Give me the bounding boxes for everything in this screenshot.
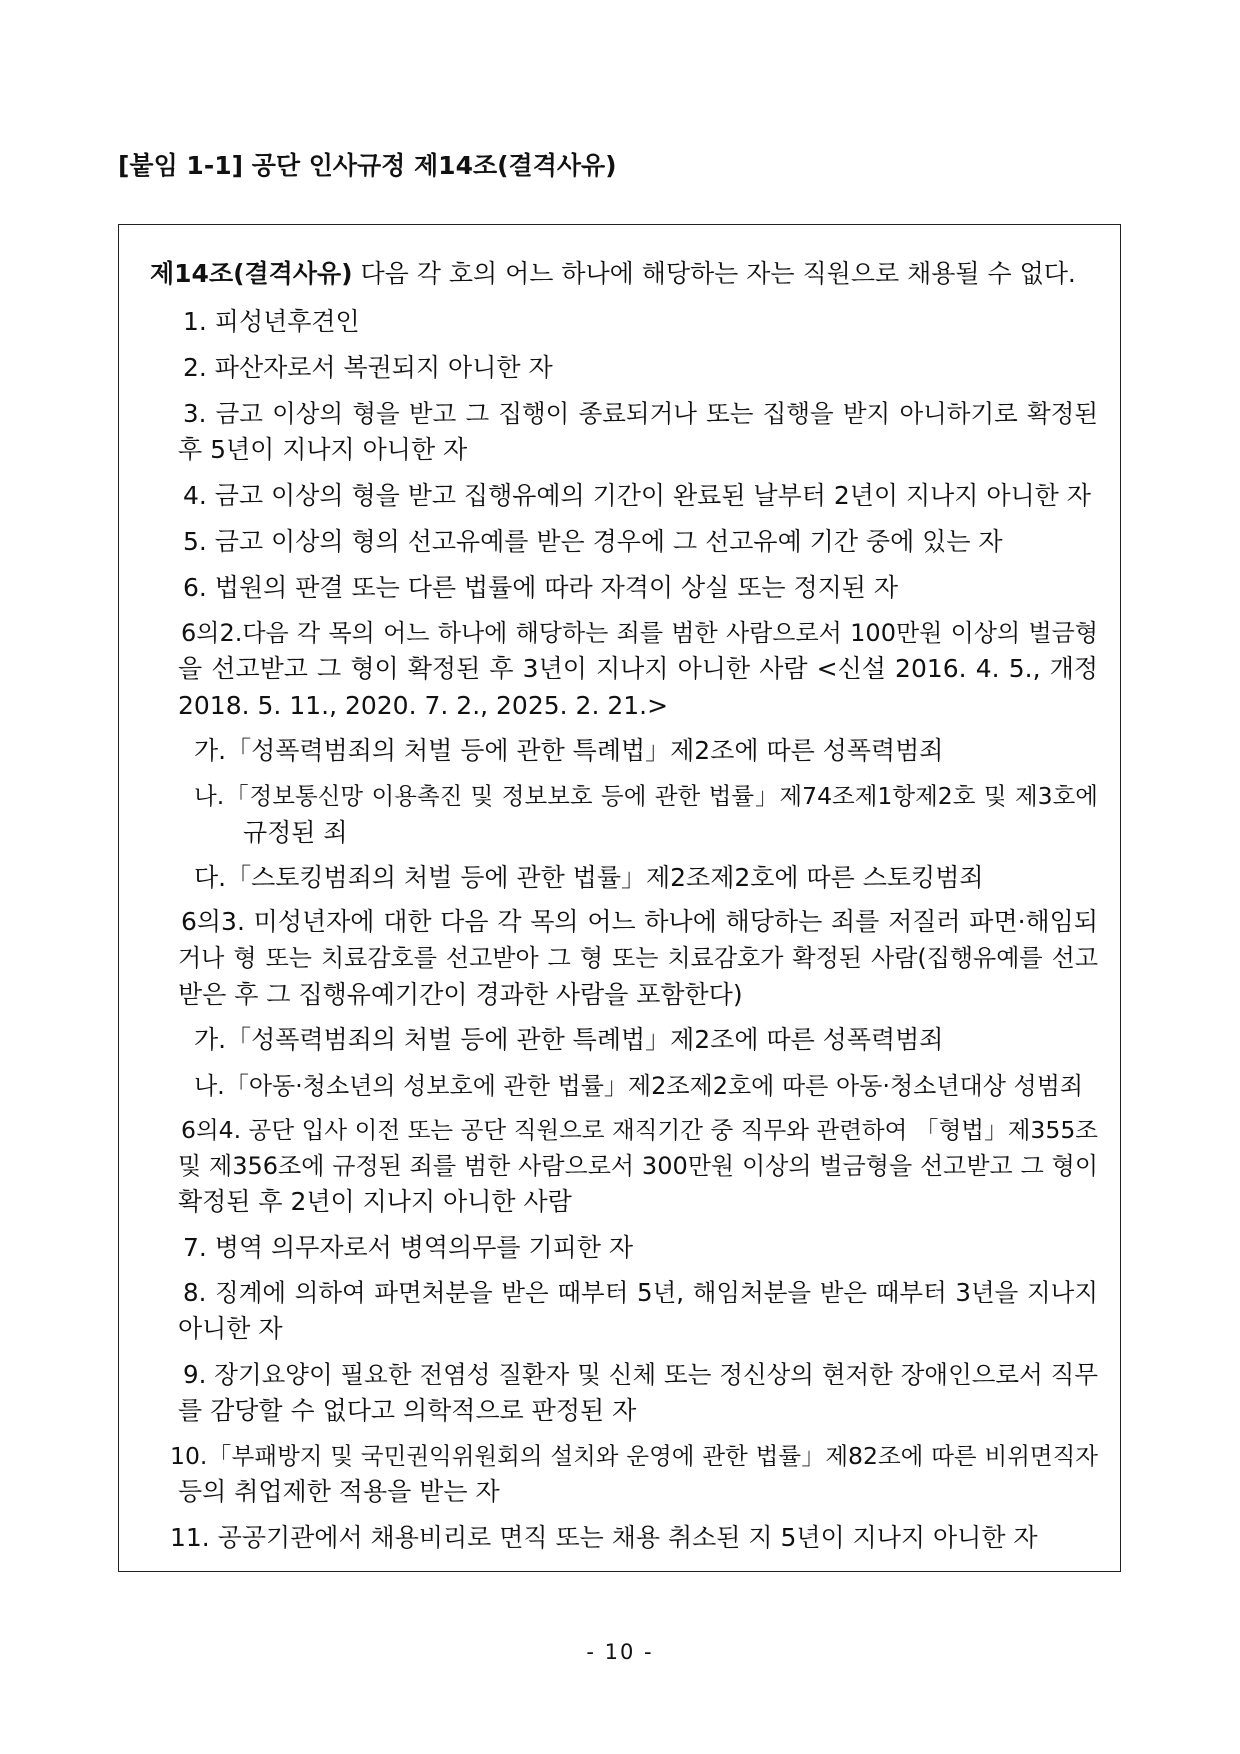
item-6-3-line-2: 거나 형 또는 치료감호를 선고받아 그 형 또는 치료감호가 확정된 사람(집행유예를 선고: [178, 944, 1098, 972]
item-6-4-line-2: 및 제356조에 규정된 죄를 범한 사람으로서 300만원 이상의 벌금형을 선고받고 그 형이: [178, 1152, 1098, 1180]
article-header: [150, 256, 1076, 292]
page-number: - 10 -: [586, 1640, 654, 1664]
article-title: 제14조(결격사유): [150, 259, 353, 288]
item-6-2-da: 다.「스토킹범죄의 처벌 등에 관한 법률」제2조제2호에 따른 스토킹범죄: [194, 863, 984, 892]
item-6-4-line-1: 6의4. 공단 입사 이전 또는 공단 직원으로 재직기간 중 직무와 관련하여 「형법」제355조: [181, 1116, 1098, 1144]
item-6-2-line-2: 을 선고받고 그 형이 확정된 후 3년이 지나지 아니한 사람 <신설 2016. 4. 5., 개정: [178, 654, 1098, 683]
item-3-line-2: 후 5년이 지나지 아니한 자: [178, 435, 468, 464]
item-3-line-1: 3. 금고 이상의 형을 받고 그 집행이 종료되거나 또는 집행을 받지 아니하기로 확정된: [183, 399, 1098, 428]
item-6-3-na: 나.「아동·청소년의 성보호에 관한 법률」제2조제2호에 따른 아동·청소년대상 성범죄: [194, 1072, 1084, 1100]
item-6-2-na-line-1: 나.「정보통신망 이용촉진 및 정보보호 등에 관한 법률」제74조제1항제2호 및 제3호에: [194, 782, 1098, 810]
item-6-3-line-3: 받은 후 그 집행유예기간이 경과한 사람을 포함한다): [178, 980, 743, 1009]
item-6: 6. 법원의 판결 또는 다른 법률에 따라 자격이 상실 또는 정지된 자: [183, 573, 899, 602]
item-6-3-line-1: 6의3. 미성년자에 대한 다음 각 목의 어느 하나에 해당하는 죄를 저질러 파면·해임되: [181, 907, 1098, 936]
attachment-heading: [붙임 1-1] 공단 인사규정 제14조(결격사유): [118, 151, 617, 180]
item-8-line-2: 아니한 자: [178, 1314, 283, 1343]
item-11: 11. 공공기관에서 채용비리로 면직 또는 채용 취소된 지 5년이 지나지 아니한 자: [170, 1523, 1038, 1552]
item-10-line-2: 등의 취업제한 적용을 받는 자: [178, 1477, 500, 1506]
item-6-2-na-line-2: 규정된 죄: [243, 818, 348, 847]
item-6-4-line-3: 확정된 후 2년이 지나지 아니한 사람: [178, 1187, 572, 1216]
item-9-line-2: 를 감당할 수 없다고 의학적으로 판정된 자: [178, 1396, 637, 1425]
item-4: 4. 금고 이상의 형을 받고 집행유예의 기간이 완료된 날부터 2년이 지나지 아니한 자: [183, 481, 1091, 510]
item-5: 5. 금고 이상의 형의 선고유예를 받은 경우에 그 선고유예 기간 중에 있는 자: [183, 527, 1003, 556]
item-6-2-line-1: 6의2.다음 각 목의 어느 하나에 해당하는 죄를 범한 사람으로서 100만원 이상의 벌금형: [181, 619, 1098, 647]
item-7: 7. 병역 의무자로서 병역의무를 기피한 자: [183, 1233, 633, 1262]
item-2: 2. 파산자로서 복권되지 아니한 자: [183, 353, 553, 382]
item-1: 1. 피성년후견인: [183, 307, 360, 336]
item-6-2-line-3: 2018. 5. 11., 2020. 7. 2., 2025. 2. 21.>: [178, 691, 669, 720]
item-10-line-1: 10.「부패방지 및 국민권익위원회의 설치와 운영에 관한 법률」제82조에 따른 비위면직자: [170, 1442, 1098, 1470]
item-9-line-1: 9. 장기요양이 필요한 전염성 질환자 및 신체 또는 정신상의 현저한 장애인으로서 직무: [183, 1360, 1098, 1389]
article-intro: 다음 각 호의 어느 하나에 해당하는 자는 직원으로 채용될 수 없다.: [360, 259, 1076, 288]
item-6-2-ga: 가.「성폭력범죄의 처벌 등에 관한 특례법」제2조에 따른 성폭력범죄: [194, 736, 944, 765]
item-6-3-ga: 가.「성폭력범죄의 처벌 등에 관한 특례법」제2조에 따른 성폭력범죄: [194, 1025, 944, 1054]
item-8-line-1: 8. 징계에 의하여 파면처분을 받은 때부터 5년, 해임처분을 받은 때부터 3년을 지나지: [183, 1278, 1098, 1307]
